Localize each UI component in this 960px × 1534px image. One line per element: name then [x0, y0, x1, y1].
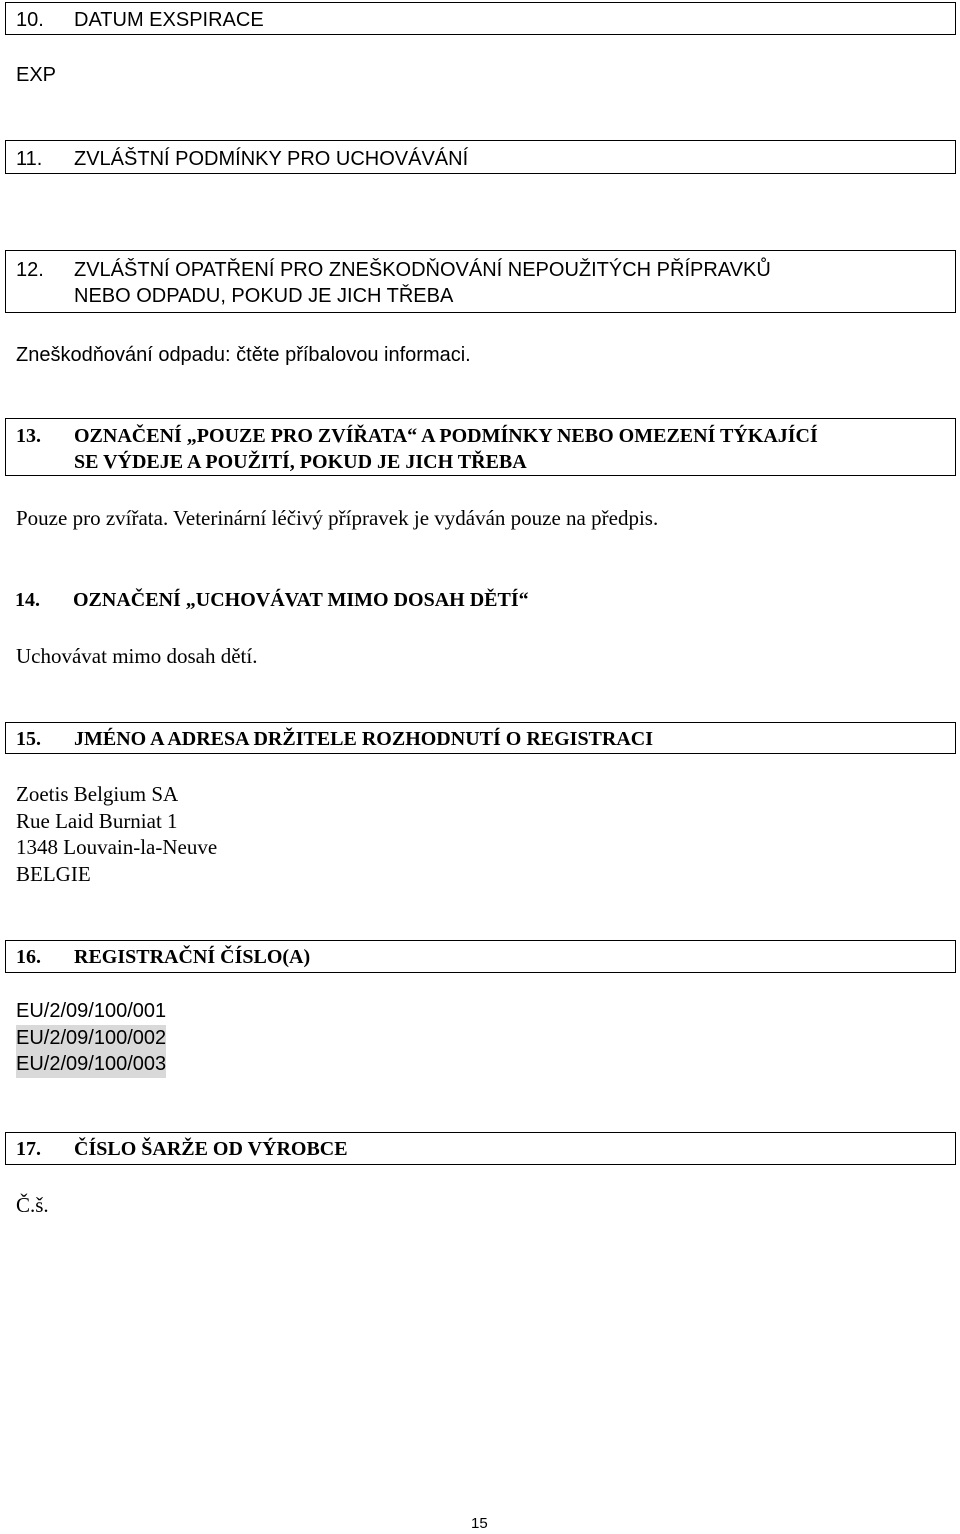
- section-14-header: [5, 585, 956, 615]
- section-16-title: REGISTRAČNÍ ČÍSLO(A): [74, 946, 311, 968]
- section-13-header: [5, 418, 956, 476]
- animals-only-text: Pouze pro zvířata. Veterinární léčivý přípravek je vydáván pouze na předpis.: [16, 506, 659, 530]
- section-16-body: [16, 998, 166, 1078]
- section-13-title-line-1: OZNAČENÍ „POUZE PRO ZVÍŘATA“ A PODMÍNKY NEBO OMEZENÍ TÝKAJÍCÍ: [74, 425, 818, 447]
- registration-number: EU/2/09/100/001: [16, 1000, 167, 1022]
- page-number: 15: [471, 1515, 488, 1532]
- section-13-title: [74, 423, 818, 475]
- holder-street: Rue Laid Burniat 1: [16, 808, 178, 833]
- section-12-title: [74, 257, 771, 309]
- section-13-body: [16, 505, 658, 532]
- section-17-header: [5, 1132, 956, 1165]
- section-17-body: [16, 1192, 49, 1219]
- section-11-title: ZVLÁŠTNÍ PODMÍNKY PRO UCHOVÁVÁNÍ: [74, 148, 469, 170]
- section-12-header: [5, 250, 956, 313]
- section-14-number: 14.: [15, 589, 40, 611]
- section-10-number: 10.: [16, 9, 44, 31]
- section-11-header: [5, 140, 956, 174]
- holder-country: BELGIE: [16, 861, 91, 886]
- section-11-number: 11.: [16, 148, 43, 170]
- section-14-body: [16, 643, 257, 670]
- section-10-body: [16, 62, 56, 89]
- expiry-label: EXP: [16, 64, 57, 86]
- section-13-title-line-2: SE VÝDEJE A POUŽITÍ, POKUD JE JICH TŘEBA: [74, 451, 527, 473]
- registration-number-highlighted: EU/2/09/100/003: [16, 1051, 166, 1078]
- section-15-body: [16, 781, 217, 887]
- section-10-title: DATUM EXSPIRACE: [74, 9, 264, 31]
- section-12-title-line-2: NEBO ODPADU, POKUD JE JICH TŘEBA: [74, 285, 454, 307]
- holder-city: 1348 Louvain-la-Neuve: [16, 835, 218, 859]
- disposal-text: Zneškodňování odpadu: čtěte příbalovou informaci.: [16, 344, 471, 366]
- section-15-title: JMÉNO A ADRESA DRŽITELE ROZHODNUTÍ O REGISTRACI: [74, 728, 654, 750]
- section-13-number: 13.: [16, 425, 41, 447]
- section-15-header: [5, 722, 956, 754]
- section-12-body: [16, 342, 471, 369]
- registration-number-highlighted: EU/2/09/100/002: [16, 1025, 166, 1052]
- batch-number-label: Č.š.: [16, 1193, 49, 1217]
- section-12-title-line-1: ZVLÁŠTNÍ OPATŘENÍ PRO ZNEŠKODŇOVÁNÍ NEPOUŽITÝCH PŘÍPRAVKŮ: [74, 259, 771, 281]
- section-14-title: OZNAČENÍ „UCHOVÁVAT MIMO DOSAH DĚTÍ“: [73, 589, 529, 611]
- section-16-header: [5, 940, 956, 973]
- section-16-number: 16.: [16, 946, 41, 968]
- section-12-number: 12.: [16, 259, 44, 281]
- holder-name: Zoetis Belgium SA: [16, 782, 179, 806]
- section-15-number: 15.: [16, 728, 41, 750]
- keep-out-of-reach-text: Uchovávat mimo dosah dětí.: [16, 644, 258, 668]
- section-17-number: 17.: [16, 1138, 41, 1160]
- section-10-header: [5, 2, 956, 35]
- section-17-title: ČÍSLO ŠARŽE OD VÝROBCE: [74, 1138, 348, 1160]
